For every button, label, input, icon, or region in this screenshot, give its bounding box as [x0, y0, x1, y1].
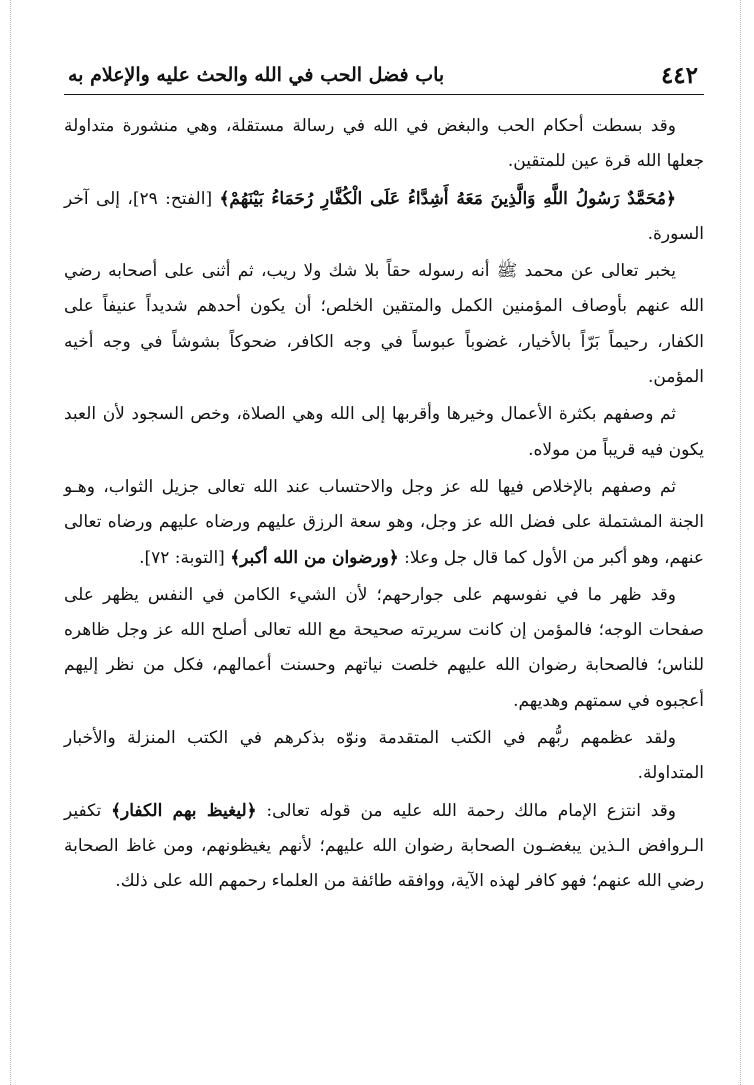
paragraph — [64, 470, 704, 576]
scan-edge-left — [10, 0, 12, 1085]
paragraph — [64, 794, 704, 900]
quran-verse: ﴿ورضوان من الله أكبر﴾ — [230, 547, 399, 568]
chapter-title: باب فضل الحب في الله والحث عليه والإعلام به — [68, 64, 445, 86]
paragraph — [64, 578, 704, 719]
text-run: ثم وصفهم بكثرة الأعمال وخيرها وأقربها إلى الله وهي الصلاة، وخص السجود لأن العبد يكون فيه قريباً من مولاه. — [64, 404, 704, 460]
text-run: تكفير الـروافض الـذين يبغضـون الصحابة رضوان الله عليهم؛ لأنهم يغيظونهم، ومن غاظ الصحابة رضي الله عنهم؛ فهو كافر لهذه الآية، ووافقه طائفة من العلماء رحمهم الله على ذلك. — [64, 800, 704, 892]
quran-verse: ﴿ليغيظ بهم الكفار﴾ — [111, 800, 257, 821]
book-page — [64, 58, 704, 1058]
paragraph — [64, 254, 704, 395]
text-run: يخبر تعالى عن محمد ﷺ أنه رسوله حقاً بلا شك ولا ريب، ثم أثنى على أصحابه رضي الله عنهم بأوصاف المؤمنين الكمل والمتقين الخلص؛ أن يكون أحدهم شديداً عنيفاً على الكفار، رحيماً بَرّاً بالأخيار، غضوباً عبوساً في وجه الكافر، ضحوكاً بشوشاً في وجه أخيه المؤمن. — [64, 261, 704, 388]
body-text — [64, 109, 704, 900]
text-run: وقد انتزع الإمام مالك رحمة الله عليه من قوله تعالى: — [256, 800, 677, 821]
text-run: وقد ظهر ما في نفوسهم على جوارحهم؛ لأن الشيء الكامن في النفس يظهر على صفحات الوجه؛ فالمؤمن إن كانت سريرته صحيحة مع الله تعالى أصلح الله عز وجل ظاهره للناس؛ فالصحابة رضوان الله عليهم خلصت نياتهم وحسنت أعمالهم، فكل من نظر إليهم أعجبوه في سمتهم وهديهم. — [64, 584, 704, 711]
scan-edge-right — [740, 0, 742, 1085]
page-number: ٤٤٢ — [660, 62, 698, 89]
text-run: وقد بسطت أحكام الحب والبغض في الله في رسالة مستقلة، وهي منشورة متداولة جعلها الله قرة عين للمتقين. — [64, 116, 704, 172]
quran-verse: ﴿مُحَمَّدٌ رَسُولُ اللَّهِ وَالَّذِينَ مَعَهُ أَشِدَّاءُ عَلَى الْكُفَّارِ رُحَمَاءُ بَيْنَهُمْ﴾ — [219, 188, 676, 209]
text-run: [التوبة: ٧٢]. — [139, 547, 231, 568]
paragraph — [64, 397, 704, 468]
text-run: ولقد عظمهم ربُّهم في الكتب المتقدمة ونوّه بذكرهم في الكتب المنزلة والأخبار المتداولة. — [64, 728, 704, 784]
paragraph — [64, 721, 704, 792]
paragraph — [64, 109, 704, 180]
text-run: ثم وصفهم بالإخلاص فيها لله عز وجل والاحتساب عند الله تعالى جزيل الثواب، وهـو الجنة المشتملة على فضل الله عز وجل، وهو سعة الرزق عليهم ورضاه عليهم ورضاه تعالى عنهم، وهو أكبر من الأول كما قال جل وعلا: — [64, 476, 704, 568]
text-run: [الفتح: ٢٩]، إلى آخر السورة. — [64, 188, 704, 244]
paragraph — [64, 182, 704, 253]
page-header — [64, 58, 704, 95]
